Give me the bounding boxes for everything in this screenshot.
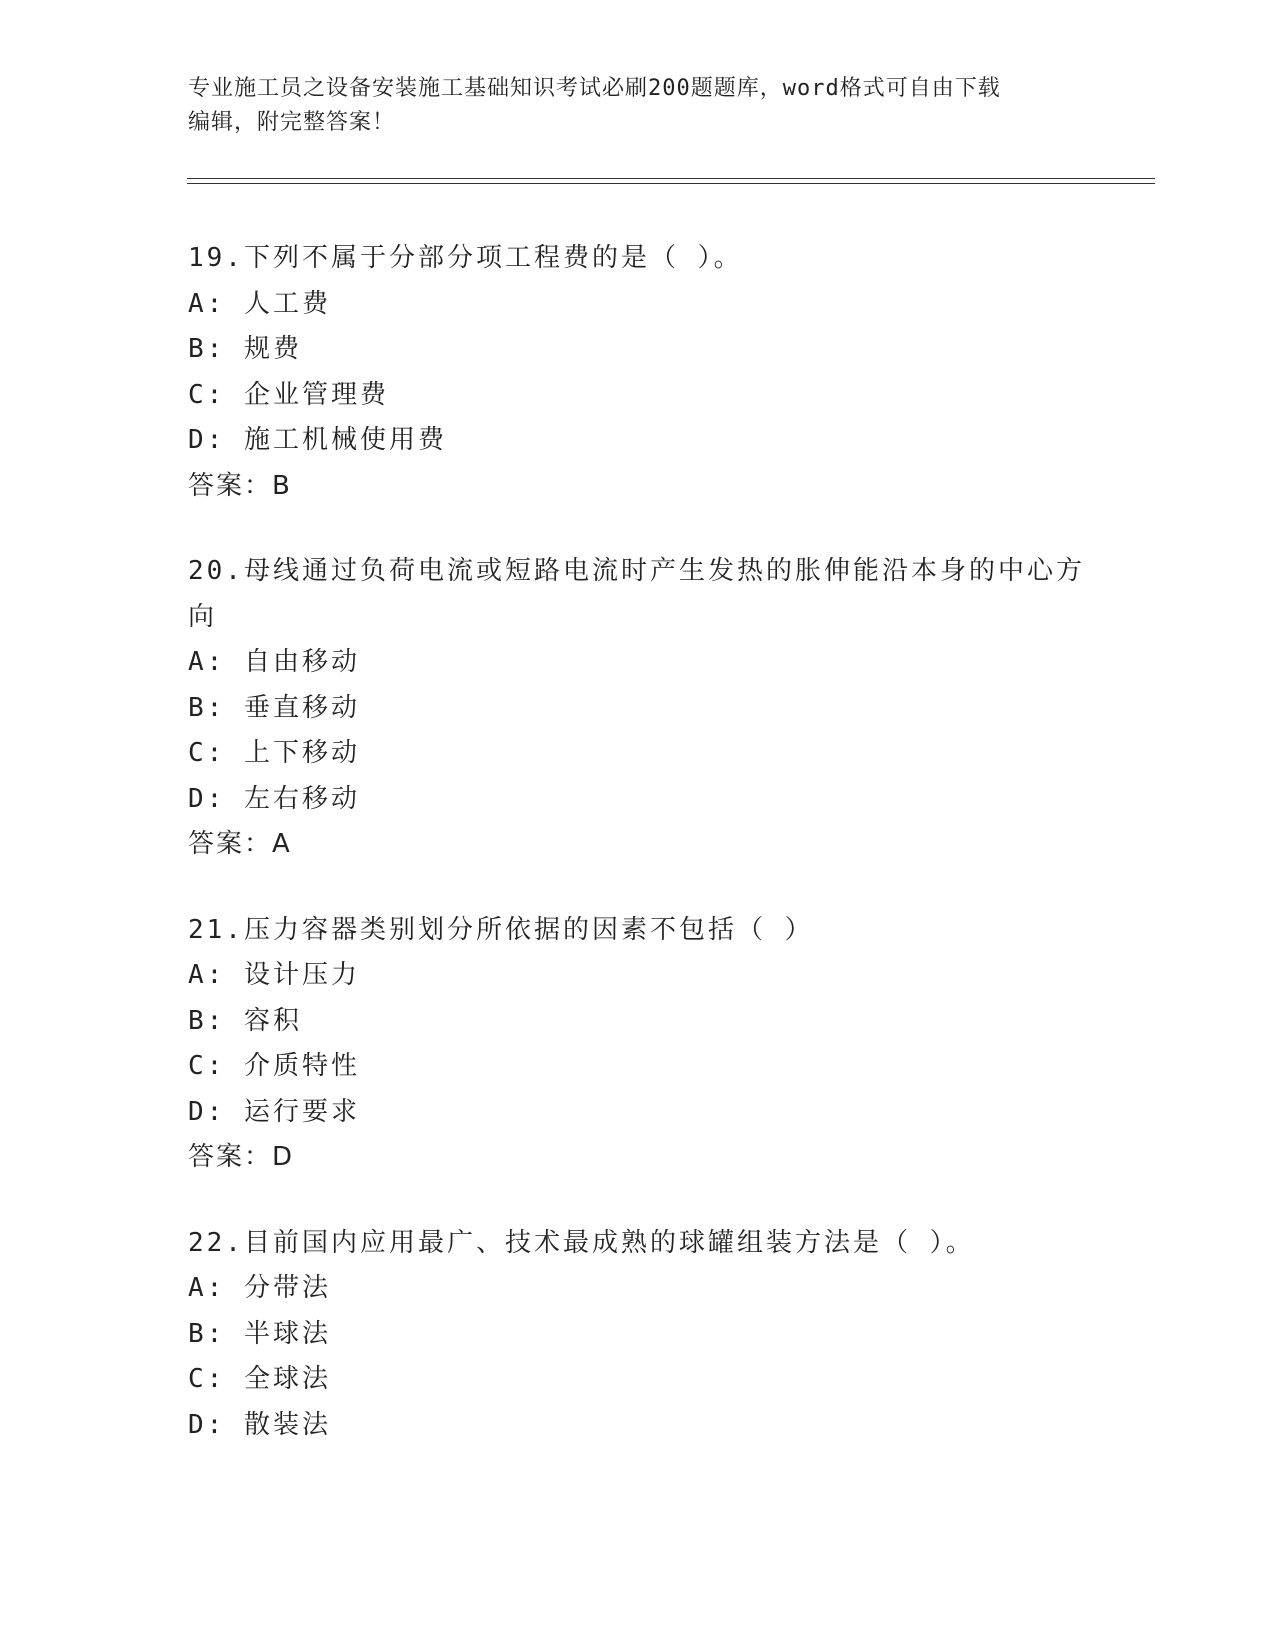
header-rule-top <box>187 178 1155 179</box>
option-b: B: 规费 <box>188 334 302 364</box>
answer: 答案：B <box>188 470 292 501</box>
header-rule-bottom <box>187 183 1155 184</box>
option-c: C: 企业管理费 <box>188 379 389 410</box>
option-d: D: 散装法 <box>188 1409 331 1440</box>
header-line-2: 编辑，附完整答案！ <box>188 110 396 135</box>
option-a: A: 自由移动 <box>188 647 360 677</box>
question-stem: 19.下列不属于分部分项工程费的是（ ）。 <box>188 243 743 273</box>
document-header <box>188 72 1068 140</box>
option-c: C: 全球法 <box>188 1364 331 1394</box>
option-c: C: 上下移动 <box>188 738 360 768</box>
option-d: D: 运行要求 <box>188 1096 360 1127</box>
question-21 <box>188 908 1088 1181</box>
answer: 答案：D <box>188 1142 295 1172</box>
question-stem-line-1: 20.母线通过负荷电流或短路电流时产生发热的胀伸能沿本身的中心方 <box>188 556 1085 586</box>
question-22 <box>188 1221 1088 1449</box>
option-a: A: 人工费 <box>188 288 331 319</box>
question-list <box>188 236 1088 1488</box>
option-a: A: 设计压力 <box>188 960 360 990</box>
question-stem: 22.目前国内应用最广、技术最成熟的球罐组装方法是（ ）。 <box>188 1227 975 1258</box>
header-line-1: 专业施工员之设备安装施工基础知识考试必刷200题题库，word格式可自由下载 <box>188 76 1001 101</box>
option-c: C: 介质特性 <box>188 1051 360 1081</box>
option-b: B: 垂直移动 <box>188 692 360 723</box>
option-d: D: 左右移动 <box>188 783 360 814</box>
option-a: A: 分带法 <box>188 1273 331 1303</box>
option-b: B: 容积 <box>188 1005 302 1036</box>
answer: 答案：A <box>188 829 292 859</box>
option-d: D: 施工机械使用费 <box>188 425 447 455</box>
question-20 <box>188 549 1088 868</box>
option-b: B: 半球法 <box>188 1318 331 1349</box>
question-stem-line-2: 向 <box>188 601 218 632</box>
question-stem: 21.压力容器类别划分所依据的因素不包括（ ） <box>188 914 814 945</box>
question-19 <box>188 236 1088 509</box>
